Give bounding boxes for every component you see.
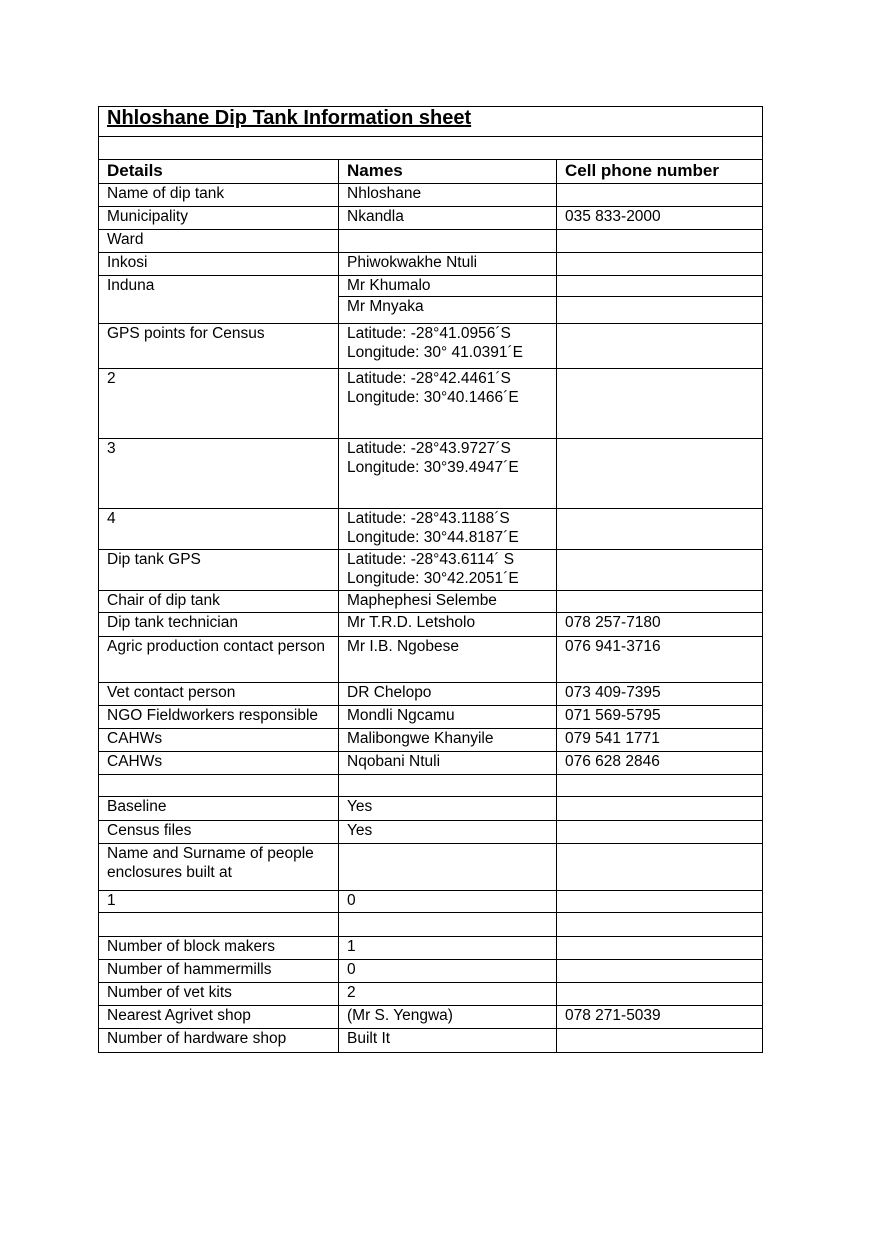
phone-cell [557, 1029, 763, 1053]
details-cell: Number of hammermills [99, 960, 339, 983]
phone-cell [557, 821, 763, 844]
details-cell: Census files [99, 821, 339, 844]
table-row [99, 253, 763, 276]
phone-cell [557, 276, 763, 297]
table-row [99, 207, 763, 230]
table-row [99, 184, 763, 207]
details-cell: Agric production contact person [99, 637, 339, 683]
names-cell: 0 [339, 891, 557, 913]
names-cell: Nhloshane [339, 184, 557, 207]
phone-cell [557, 937, 763, 960]
phone-cell [557, 509, 763, 550]
names-cell: Mr T.R.D. Letsholo [339, 613, 557, 637]
names-cell: Yes [339, 797, 557, 821]
table-row [99, 550, 763, 591]
details-cell: Number of hardware shop [99, 1029, 339, 1053]
details-cell: Dip tank GPS [99, 550, 339, 591]
names-cell: DR Chelopo [339, 683, 557, 706]
phone-cell: 073 409-7395 [557, 683, 763, 706]
names-cell: 2 [339, 983, 557, 1006]
table-row [99, 821, 763, 844]
names-cell: Mr Khumalo [339, 276, 557, 297]
header-row [99, 160, 763, 184]
phone-cell: 035 833-2000 [557, 207, 763, 230]
phone-cell: 071 569-5795 [557, 706, 763, 729]
phone-cell: 078 257-7180 [557, 613, 763, 637]
phone-cell [557, 983, 763, 1006]
details-cell [99, 913, 339, 937]
details-cell: NGO Fieldworkers responsible [99, 706, 339, 729]
details-cell: Ward [99, 230, 339, 253]
names-cell: Malibongwe Khanyile [339, 729, 557, 752]
details-cell: CAHWs [99, 729, 339, 752]
header-cell-phone: Cell phone number [557, 160, 763, 184]
details-cell: Baseline [99, 797, 339, 821]
names-cell: Latitude: -28°43.1188´S Longitude: 30°44.8187´E [339, 509, 557, 550]
phone-cell [557, 797, 763, 821]
names-cell: Built It [339, 1029, 557, 1053]
table-row [99, 509, 763, 550]
table-row [99, 613, 763, 637]
names-cell: Mr Mnyaka [339, 297, 557, 324]
phone-cell: 076 941-3716 [557, 637, 763, 683]
phone-cell [557, 775, 763, 797]
phone-cell [557, 230, 763, 253]
phone-cell [557, 891, 763, 913]
phone-cell [557, 844, 763, 891]
phone-cell [557, 913, 763, 937]
names-cell: Maphephesi Selembe [339, 591, 557, 613]
details-cell: Number of vet kits [99, 983, 339, 1006]
table-row [99, 276, 763, 297]
phone-cell [557, 439, 763, 509]
details-cell: Nearest Agrivet shop [99, 1006, 339, 1029]
details-cell: CAHWs [99, 752, 339, 775]
names-cell [339, 913, 557, 937]
phone-cell [557, 297, 763, 324]
details-cell: Name and Surname of people enclosures built at [99, 844, 339, 891]
table-row [99, 937, 763, 960]
details-cell [99, 775, 339, 797]
names-cell [339, 844, 557, 891]
table-row [99, 1029, 763, 1053]
table-row [99, 1006, 763, 1029]
names-cell [339, 230, 557, 253]
details-cell: GPS points for Census [99, 324, 339, 369]
details-cell: 1 [99, 891, 339, 913]
table-row [99, 369, 763, 439]
phone-cell [557, 324, 763, 369]
table-row [99, 775, 763, 797]
names-cell: Latitude: -28°43.6114´ S Longitude: 30°42.2051´E [339, 550, 557, 591]
names-cell: Yes [339, 821, 557, 844]
details-cell: Induna [99, 276, 339, 324]
details-cell: Chair of dip tank [99, 591, 339, 613]
details-cell: Municipality [99, 207, 339, 230]
phone-cell: 079 541 1771 [557, 729, 763, 752]
phone-cell [557, 550, 763, 591]
table-row [99, 752, 763, 775]
phone-cell [557, 960, 763, 983]
table-row [99, 960, 763, 983]
table-row [99, 983, 763, 1006]
table-row [99, 891, 763, 913]
names-cell: Nkandla [339, 207, 557, 230]
document-title: Nhloshane Dip Tank Information sheet [99, 107, 763, 137]
names-cell: Mr I.B. Ngobese [339, 637, 557, 683]
details-cell: 3 [99, 439, 339, 509]
phone-cell [557, 253, 763, 276]
names-cell: (Mr S. Yengwa) [339, 1006, 557, 1029]
names-cell: 0 [339, 960, 557, 983]
details-cell: Number of block makers [99, 937, 339, 960]
names-cell: Latitude: -28°43.9727´S Longitude: 30°39.4947´E [339, 439, 557, 509]
phone-cell [557, 184, 763, 207]
header-details: Details [99, 160, 339, 184]
phone-cell [557, 591, 763, 613]
table-row [99, 797, 763, 821]
table-row [99, 683, 763, 706]
names-cell [339, 775, 557, 797]
details-cell: Vet contact person [99, 683, 339, 706]
table-row [99, 706, 763, 729]
table-row [99, 637, 763, 683]
phone-cell [557, 369, 763, 439]
dip-tank-info-table [98, 106, 763, 1053]
names-cell: Latitude: -28°41.0956´S Longitude: 30° 41.0391´E [339, 324, 557, 369]
names-cell: Mondli Ngcamu [339, 706, 557, 729]
phone-cell: 076 628 2846 [557, 752, 763, 775]
table-row [99, 844, 763, 891]
details-cell: Inkosi [99, 253, 339, 276]
header-names: Names [339, 160, 557, 184]
details-cell: Name of dip tank [99, 184, 339, 207]
details-cell: 4 [99, 509, 339, 550]
table-row [99, 591, 763, 613]
phone-cell: 078 271-5039 [557, 1006, 763, 1029]
names-cell: 1 [339, 937, 557, 960]
blank-row [99, 137, 763, 160]
table-row [99, 230, 763, 253]
names-cell: Latitude: -28°42.4461´S Longitude: 30°40.1466´E [339, 369, 557, 439]
table-row [99, 324, 763, 369]
table-row [99, 439, 763, 509]
details-cell: Dip tank technician [99, 613, 339, 637]
table-row [99, 729, 763, 752]
table-row [99, 913, 763, 937]
details-cell: 2 [99, 369, 339, 439]
names-cell: Phiwokwakhe Ntuli [339, 253, 557, 276]
names-cell: Nqobani Ntuli [339, 752, 557, 775]
